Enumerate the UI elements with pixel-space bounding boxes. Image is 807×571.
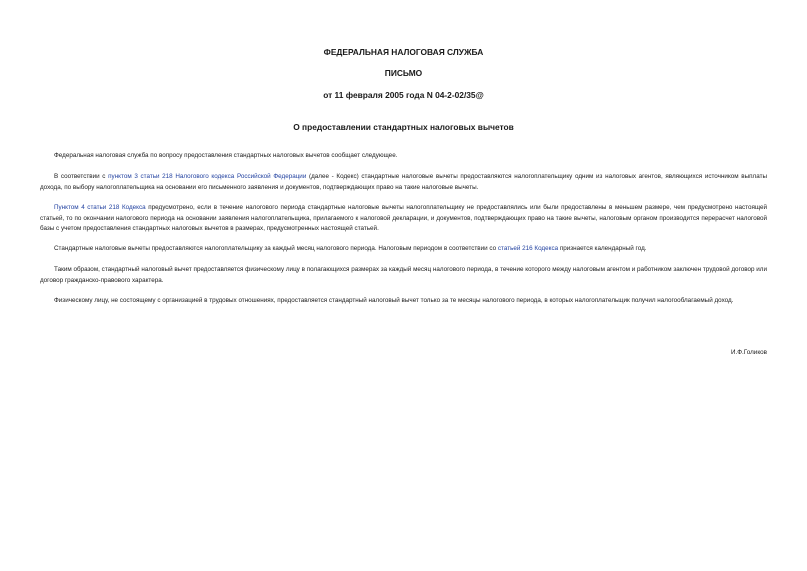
paragraph-conclusion: Таким образом, стандартный налоговый вычет предоставляется физическому лицу в полагающихся размерах за каждый месяц налогового периода, в течение которого между налоговым агентом и работником заключен трудовой договор или договор гражданско-правового характера. bbox=[40, 266, 767, 284]
paragraph-text: В соответствии с bbox=[54, 173, 109, 180]
link-article-218-item-4[interactable]: Пунктом 4 статьи 218 Кодекса bbox=[54, 204, 146, 211]
paragraph-text: Стандартные налоговые вычеты предоставляются налогоплательщику за каждый месяц налогового периода. Налоговым периодом в соответствии со bbox=[54, 245, 498, 252]
link-article-218-item-3[interactable]: пунктом 3 статьи 218 Налогового кодекса Российской Федерации bbox=[108, 173, 307, 180]
paragraph-article-218-p4 bbox=[40, 203, 767, 235]
paragraph-intro: Федеральная налоговая служба по вопросу предоставления стандартных налоговых вычетов сообщает следующее. bbox=[54, 152, 398, 159]
document-subject: О предоставлении стандартных налоговых вычетов bbox=[293, 122, 514, 132]
agency-title: ФЕДЕРАЛЬНАЯ НАЛОГОВАЯ СЛУЖБА bbox=[323, 47, 484, 57]
document-date-number: от 11 февраля 2005 года N 04-2-02/35@ bbox=[323, 90, 484, 100]
paragraph-non-employee: Физическому лицу, не состоящему с организацией в трудовых отношениях, предоставляется стандартный налоговый вычет только за те месяцы налогового периода, в которых налогоплательщик получил налогооблагаемый доход. bbox=[54, 297, 734, 304]
paragraph-text: предусмотрено, если в течение налогового периода стандартные налоговые вычеты налогоплательщику не предоставлялись или были предоставлены в меньшем размере, чем предусмотрено настоящей статьей, то по окончании налогового периода на основании заявления налогоплательщика, прилагаемого к налоговой декларации, и документов, подтверждающих право на такие вычеты, налоговым органом производится перерасчет налоговой базы с учетом предоставления стандартных налоговых вычетов в размерах, предусмотренных настоящей статьей. bbox=[40, 204, 767, 232]
paragraph-tax-period bbox=[40, 244, 767, 255]
paragraph-text: признается календарный год. bbox=[558, 245, 647, 252]
document-type: ПИСЬМО bbox=[384, 68, 423, 78]
link-article-216[interactable]: статьей 216 Кодекса bbox=[497, 245, 559, 252]
paragraph-text: (далее - Кодекс) стандартные налоговые вычеты предоставляются налогоплательщику одним из налоговых агентов, являющихся источником выплаты дохода, по выбору налогоплательщика на основании его письменного заявления и документов, подтверждающих право на такие налоговые вычеты. bbox=[40, 173, 767, 191]
signature: И.Ф.Голиков bbox=[730, 349, 767, 356]
paragraph-article-218-p3 bbox=[40, 172, 767, 193]
